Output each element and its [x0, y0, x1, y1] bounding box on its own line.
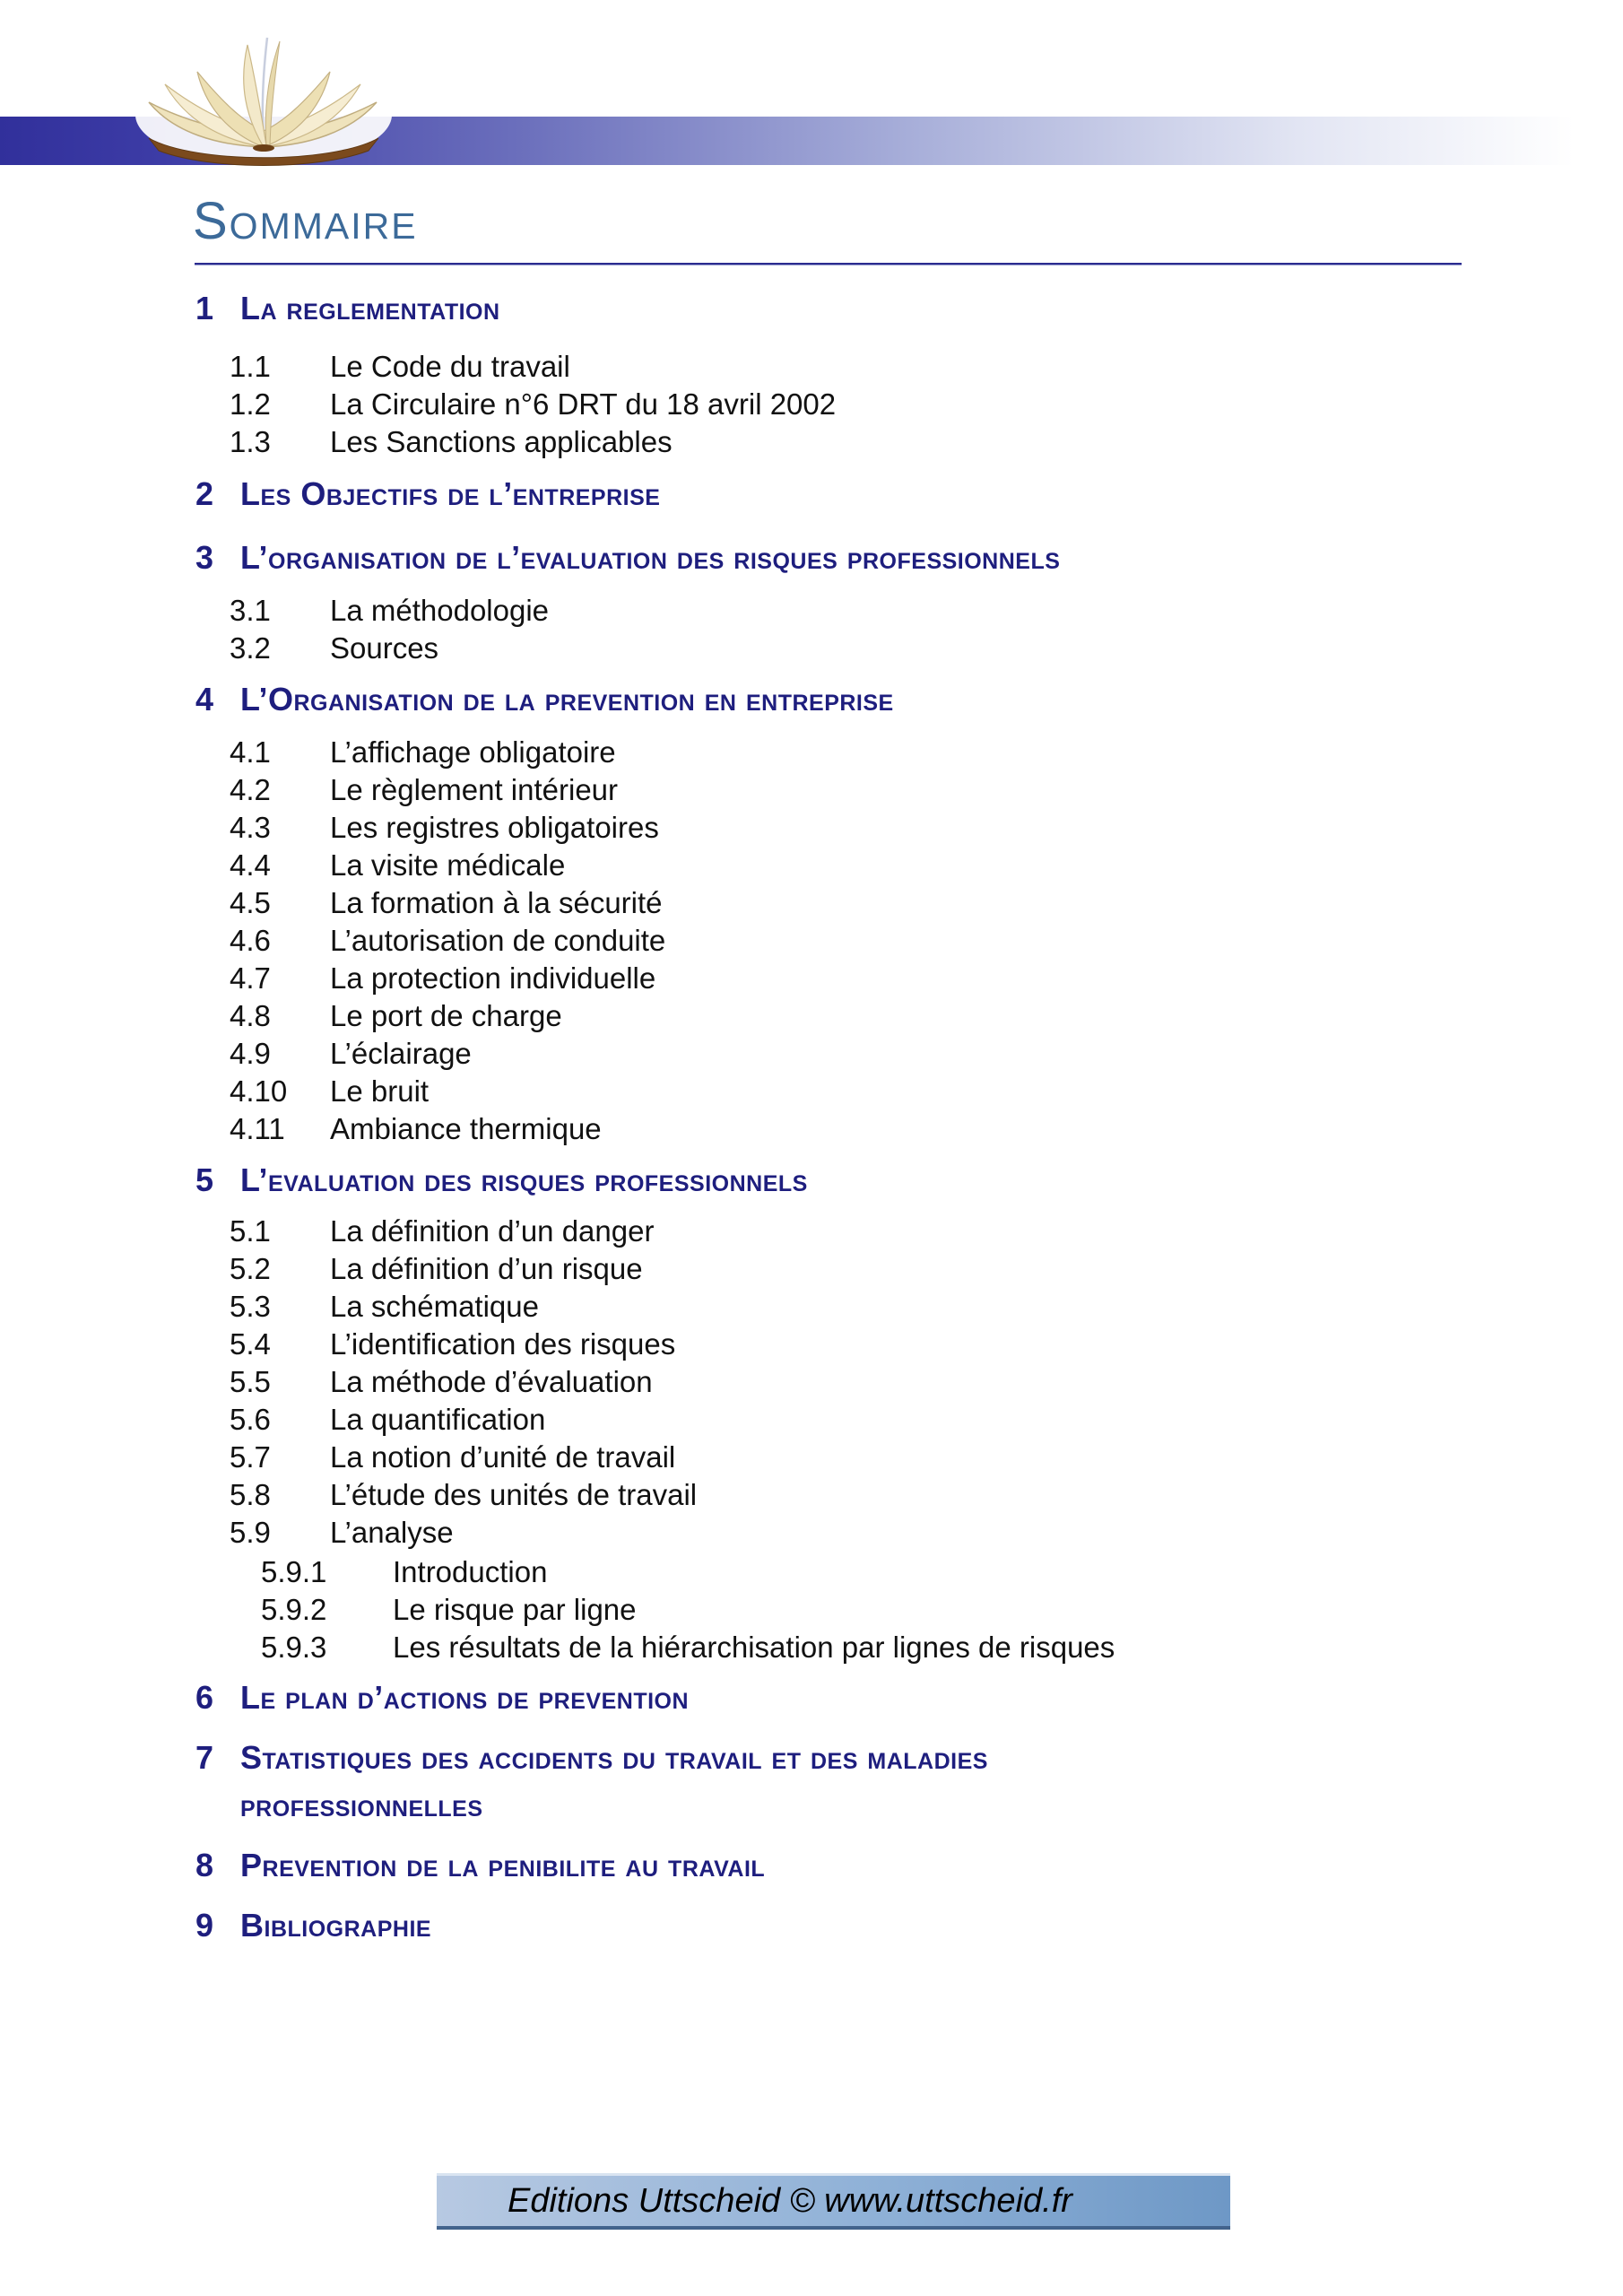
toc-entry-number: 4.3 [230, 811, 271, 844]
footer-text: Editions Uttscheid © www.uttscheid.fr [508, 2182, 1072, 2220]
toc-entry-number: 5.7 [230, 1440, 271, 1474]
toc-entry-label: L’evaluation des risques professionnels [240, 1161, 808, 1198]
toc-entry-label: L’étude des unités de travail [330, 1478, 698, 1511]
toc-entry-label: La Circulaire n°6 DRT du 18 avril 2002 [330, 387, 837, 421]
toc-entry-number: 8 [195, 1847, 214, 1883]
toc-entry-number: 3 [195, 539, 214, 576]
toc-entry-number: 4.7 [230, 961, 271, 995]
toc-entry-label: Bibliographie [240, 1907, 432, 1944]
toc-entry-label: La méthodologie [330, 594, 550, 627]
toc-entry-number: 1 [195, 290, 214, 326]
toc-entry-number: 5 [195, 1161, 214, 1198]
toc-entry-label: Les résultats de la hiérarchisation par lignes de risques [393, 1631, 1115, 1664]
toc-entry-label: La définition d’un danger [330, 1214, 655, 1248]
toc-entry-number: 4.4 [230, 848, 271, 882]
toc-entry-number: 4.5 [230, 886, 271, 919]
toc-entry-number: 4 [195, 681, 214, 718]
toc-entry-label: L’affichage obligatoire [330, 735, 616, 769]
toc-entry-number: 4.10 [230, 1074, 288, 1108]
toc-entry-number: 1.3 [230, 425, 271, 458]
toc-entry-number: 3.2 [230, 631, 271, 665]
toc-entry-number: 4.1 [230, 735, 271, 769]
toc-entry-number: 1.1 [230, 350, 271, 383]
toc-entry-label: Les Sanctions applicables [330, 425, 673, 458]
toc-entry-number: 3.1 [230, 594, 271, 627]
toc-entry-label: Le risque par ligne [393, 1593, 637, 1626]
toc-entry-label: La quantification [330, 1403, 546, 1436]
toc-entry-label: La reglementation [240, 290, 500, 326]
toc-entry-label: La schématique [330, 1290, 539, 1323]
toc-entry-label: Les Objectifs de l’entreprise [240, 475, 661, 512]
toc-entry-label: Ambiance thermique [330, 1112, 602, 1145]
toc-entry-label: Le plan d’actions de prevention [240, 1679, 690, 1716]
toc-entry-label: L’Organisation de la prevention en entreprise [240, 681, 894, 718]
toc-entry-label: La formation à la sécurité [330, 886, 663, 919]
toc-entry-number: 4.2 [230, 773, 271, 806]
footer [437, 2173, 1230, 2230]
toc-entry-number: 5.5 [230, 1365, 271, 1398]
toc-entry-label: Le règlement intérieur [330, 773, 619, 806]
toc-entry-label: Les registres obligatoires [330, 811, 659, 844]
toc-entry-label: Statistiques des accidents du travail et des maladies [240, 1739, 988, 1776]
toc-entry-number: 4.8 [230, 999, 271, 1032]
toc-entry-label: La méthode d’évaluation [330, 1365, 653, 1398]
toc-entry-number: 5.9.2 [261, 1593, 327, 1626]
toc-entry-number: 2 [195, 475, 214, 512]
toc-entry-number: 4.9 [230, 1037, 271, 1070]
page-title: Sommaire [193, 192, 418, 250]
toc-entry-number: 6 [195, 1679, 214, 1716]
toc-entry-number: 5.9.3 [261, 1631, 327, 1664]
toc-entry-number: 4.11 [230, 1112, 285, 1145]
toc-entry-label: Sources [330, 631, 439, 665]
toc-entry-label: La protection individuelle [330, 961, 656, 995]
toc-entry-number: 5.6 [230, 1403, 271, 1436]
toc-entry-label: L’organisation de l’evaluation des risques professionnels [240, 539, 1061, 576]
toc-entry-label: L’identification des risques [330, 1327, 676, 1361]
toc-entry-number: 7 [195, 1739, 214, 1776]
toc-entry-number: 4.6 [230, 924, 271, 957]
toc-entry-label: La définition d’un risque [330, 1252, 643, 1285]
toc-entry-number: 5.1 [230, 1214, 271, 1248]
toc-entry-number: 5.3 [230, 1290, 271, 1323]
toc-entry-number: 5.4 [230, 1327, 271, 1361]
toc-entry-label: Prevention de la penibilite au travail [240, 1847, 766, 1883]
toc-entry-number: 5.2 [230, 1252, 271, 1285]
toc-entry-number: 5.8 [230, 1478, 271, 1511]
toc-entry-number: 1.2 [230, 387, 271, 421]
toc-entry-label: professionnelles [240, 1787, 483, 1823]
toc-entry-label: La notion d’unité de travail [330, 1440, 676, 1474]
toc-entry-number: 5.9.1 [261, 1555, 327, 1588]
toc-entry-label: L’éclairage [330, 1037, 472, 1070]
toc-entry-label: Introduction [393, 1555, 548, 1588]
toc-entry-label: L’analyse [330, 1516, 454, 1549]
toc-entry-number: 9 [195, 1907, 214, 1944]
toc-entry-label: Le Code du travail [330, 350, 570, 383]
toc-entry-label: La visite médicale [330, 848, 566, 882]
toc-entry-number: 5.9 [230, 1516, 271, 1549]
toc-entry-label: Le bruit [330, 1074, 430, 1108]
toc-entry-label: L’autorisation de conduite [330, 924, 666, 957]
toc-entry-label: Le port de charge [330, 999, 562, 1032]
